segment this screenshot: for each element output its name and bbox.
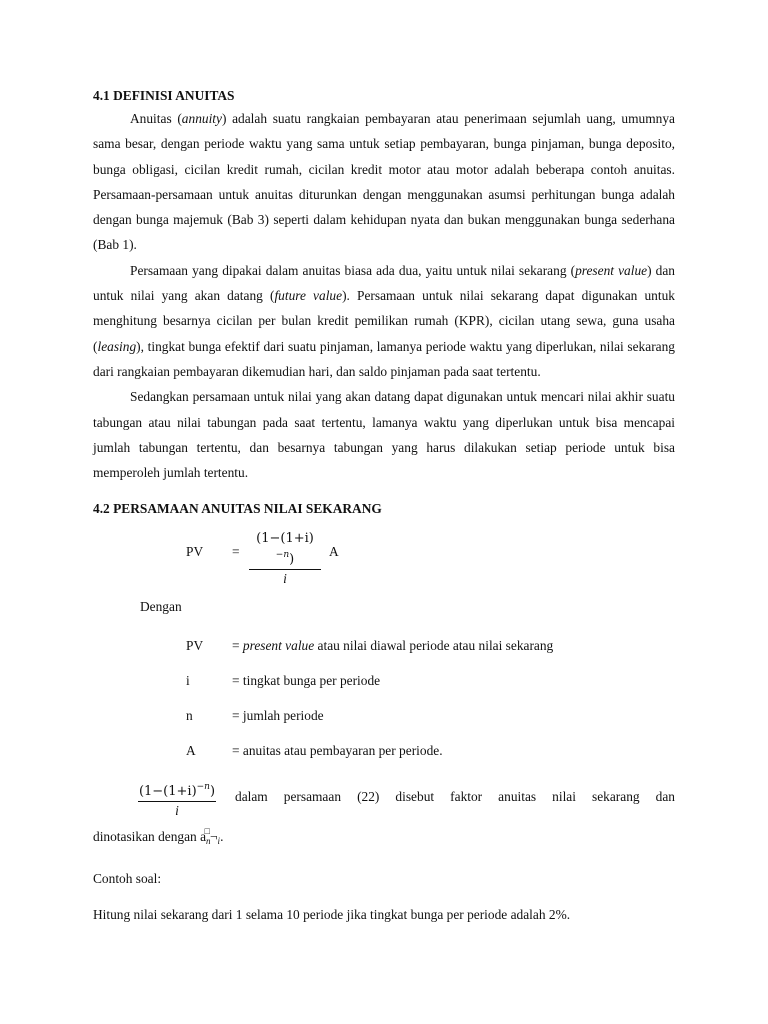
paragraph-definition (93, 106, 675, 258)
def-eq: = (232, 707, 243, 723)
italic-term: leasing (97, 338, 137, 354)
numerator-close: ) (209, 783, 216, 799)
section-heading-4-2: 4.2 PERSAMAAN ANUITAS NILAI SEKARANG (93, 501, 382, 517)
definition-pv (186, 631, 675, 666)
definition-a (186, 736, 675, 771)
text-run: Persamaan yang dipakai dalam anuitas biasa ada dua, yaitu untuk nilai sekarang ( (130, 262, 576, 278)
def-eq: = (232, 637, 243, 653)
factor-description: dalam persamaan (22) disebut faktor anuitas nilai sekarang dan (235, 788, 675, 804)
text-run: ). Persamaan untuk nilai sekarang dapat digunakan untuk menghitung besarnya cicilan per bulan kredit pemilikan rumah (KPR), cicilan utang sewa, guna usaha ( (93, 288, 675, 354)
def-desc: anuitas atau pembayaran per periode. (242, 742, 443, 758)
definition-text (232, 743, 443, 759)
italic-term: future value (274, 288, 343, 304)
def-eq: = (232, 672, 243, 688)
formula-equals: = (232, 544, 240, 560)
text-run: ) dan untuk nilai yang akan datang ( (93, 262, 675, 304)
formula-numerator (249, 530, 321, 570)
numerator-exponent: −n (275, 550, 290, 561)
definition-symbol: A (186, 742, 196, 758)
definition-symbol: PV (186, 637, 204, 653)
notation-box-symbol: □ (204, 825, 210, 836)
definition-text (232, 638, 553, 654)
factor-fraction (138, 779, 216, 819)
section-heading-4-1: 4.1 DEFINISI ANUITAS (93, 88, 235, 103)
definition-symbol: n (186, 707, 193, 723)
text-run: ), tingkat bunga efektif dari suatu pinjaman, lamanya periode waktu yang diperlukan, nilai sekarang dari rangkaian pembayaran dikemudian hari, dan saldo pinjaman pada saat tertentu. (93, 338, 675, 379)
numerator-main: (1−(1+i) (138, 783, 197, 799)
italic-term: present value (242, 637, 315, 653)
text-run: Anuitas ( (130, 111, 182, 126)
definition-text (232, 673, 380, 689)
def-desc: jumlah periode (242, 707, 324, 723)
definition-symbol: i (186, 672, 190, 688)
notation-prefix: dinotasikan dengan a (93, 828, 207, 844)
factor-numerator (138, 779, 216, 802)
formula-denominator: i (283, 571, 287, 587)
formula-fraction (249, 530, 321, 587)
def-desc: tingkat bunga per periode (242, 672, 381, 688)
pv-formula (186, 531, 675, 587)
definition-list (93, 631, 675, 771)
factor-denominator: i (175, 802, 179, 818)
numerator-exponent: −n (196, 781, 210, 792)
factor-row (93, 779, 675, 819)
notation-line (93, 821, 675, 851)
notation-sub-i: i (217, 835, 221, 846)
example-label: Contoh soal: (93, 870, 162, 886)
definition-text (232, 708, 324, 724)
definition-n (186, 701, 675, 736)
def-eq: = (232, 742, 243, 758)
paragraph-future-value: Sedangkan persamaan untuk nilai yang akan datang dapat digunakan untuk mencari nilai akhir suatu tabungan atau nilai tabungan pada saat tertentu, lamanya waktu yang diperlukan untuk bisa mencapai jumlah tabungan tertentu, dan besarnya tabungan yang harus dilakukan setiap periode untuk bisa memperoleh jumlah tertentu. (93, 389, 675, 481)
paragraph-equations (93, 258, 675, 384)
text-run: ) adalah suatu rangkaian pembayaran atau penerimaan sejumlah uang, umumnya sama besar, dengan periode waktu yang sama untuk setiap pembayaran, bunga pinjaman, bunga deposito, bunga obligasi, cicilan kredit rumah, cicilan kredit motor atau motor adalah beberapa contoh anuitas. Persamaan-persamaan untuk anuitas diturunkan dengan menggunakan asumsi perhitungan bunga adalah dengan bunga majemuk (Bab 3) seperti dalam kehidupan nyata dan bukan menggunakan bunga sederhana (Bab 1). (93, 111, 675, 253)
def-desc: atau nilai diawal periode atau nilai sekarang (314, 637, 554, 653)
definition-i (186, 666, 675, 701)
dengan-label: Dengan (140, 599, 182, 615)
formula-rhs: A (329, 544, 339, 560)
numerator-close: ) (289, 552, 295, 568)
italic-term: annuity (181, 111, 222, 126)
notation-angle-symbol: ¬ (209, 828, 218, 844)
formula-lhs: PV (186, 544, 204, 560)
italic-term: present value (575, 262, 648, 278)
document-page (93, 86, 675, 925)
notation-sub-n: n (206, 835, 211, 846)
notation-suffix: . (220, 828, 224, 844)
example-question: Hitung nilai sekarang dari 1 selama 10 periode jika tingkat bunga per periode adalah 2%. (93, 906, 571, 922)
numerator-main: (1−(1+i) (256, 531, 314, 547)
